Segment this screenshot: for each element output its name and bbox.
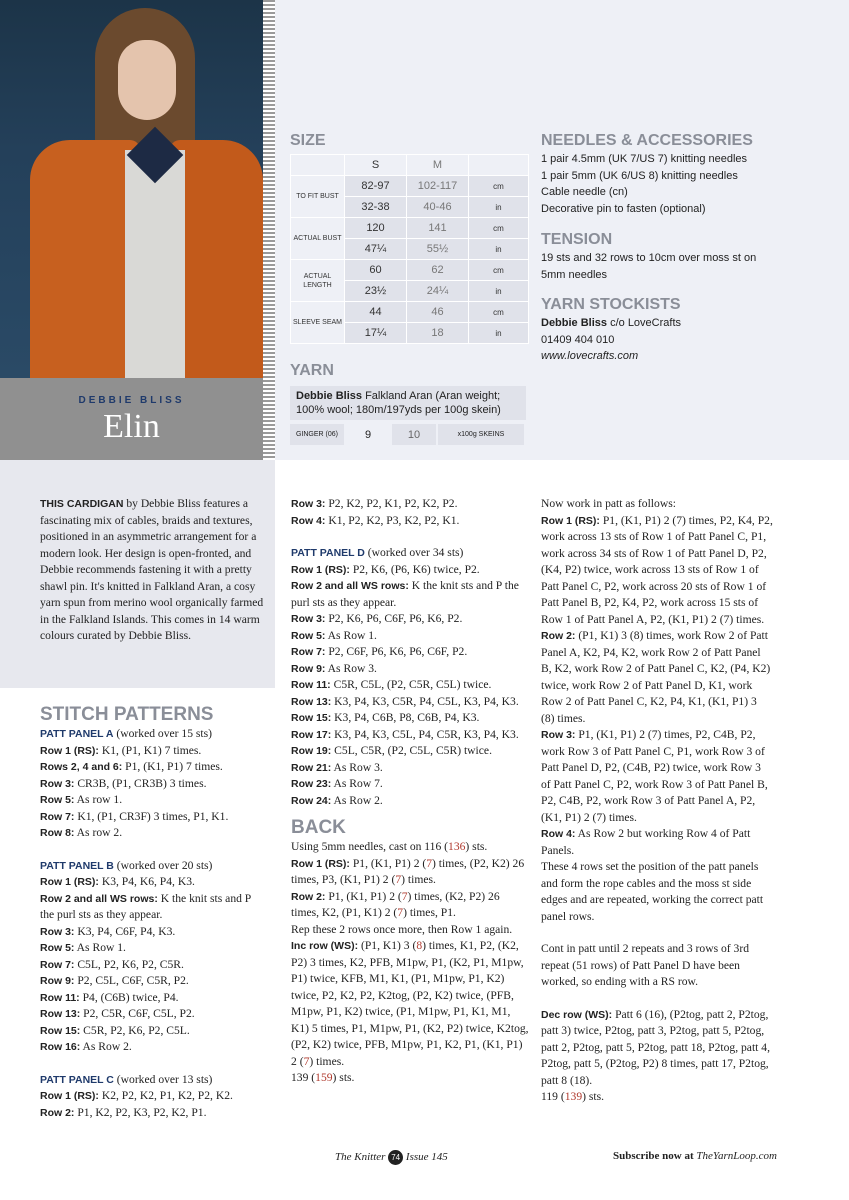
yarn-brand: Debbie Bliss [296, 390, 363, 402]
needles-heading: NEEDLES & ACCESSORIES [541, 132, 753, 149]
yarn-box [290, 386, 526, 445]
design-name: Elin [103, 408, 160, 445]
yarn-desc: Falkland Aran (Aran weight; 100% wool; 180m/197yds per 100g skein) [296, 390, 501, 416]
stockists-text: Debbie Bliss c/o LoveCrafts 01409 404 010 www.lovecrafts.com [541, 315, 771, 365]
size-row-label: ACTUAL LENGTH [291, 260, 345, 302]
footer-subscribe: Subscribe now at TheYarnLoop.com [612, 1150, 777, 1162]
size-row-label: SLEEVE SEAM [291, 302, 345, 344]
size-col-s: S [345, 155, 407, 176]
stitch-heading: STITCH PATTERNS [40, 704, 214, 725]
size-row-label: ACTUAL BUST [291, 218, 345, 260]
subscribe-link[interactable]: TheYarnLoop.com [696, 1150, 777, 1162]
stockist-phone: 01409 404 010 [541, 333, 615, 346]
size-heading: SIZE [290, 132, 326, 149]
tension-text: 19 sts and 32 rows to 10cm over moss st on 5mm needles [541, 252, 757, 281]
size-table: S M TO FIT BUST 82-97 102-117 cm 32-38 40-46 in ACTUAL BUST 120 141 cm 47¼ 55½ in ACTUAL LENGTH 60 62 cm 23½ 24¼ in SLEEVE SEAM 44 46 cm 17¼ 18 in [290, 154, 529, 344]
footer-magazine: The Knitter 74 Issue 145 [335, 1151, 448, 1163]
instructions-column: Now work in patt as follows: Row 1 (RS): P1, (K1, P1) 2 (7) times, P2, K4, P2, work across 13 sts of Row 1 of Patt Panel C, P1, work across 34 sts of Row 1 of Patt Panel D, P2, (K4, P2) twice, work across 13 sts of Row 1 of Patt Panel C, P2, work across 20 sts of Row 1 of Patt Panel B, P2, K4, P2, work across 15 sts of Row 1 of Patt Panel A, P2, (K1, P1) 2 (7) times. Row 2: (P1, K1) 3 (8) times, work Row 2 of Patt Panel A, K2, P4, K2, work Row 2 of Patt Panel B, K2, work Row 2 of Patt Panel C, K2, (P4, K2) twice, work Row 2 of Patt Panel D, K1, work Row 2 of Patt Panel C, K2, P4, K1, (K1, P1) 3 (8) times. Row 3: P1, (K1, P1) 2 (7) times, P2, C4B, P2, work Row 3 of Patt Panel C, P1, work Row 3 of Patt Panel D, P2, (C4B, P2) twice, work Row 3 of Patt Panel C, P2, work Row 3 of Patt Panel B, P2, C4B, P2, work Row 3 of Patt Panel A, P2, (K1, P1) 2 (7) times. Row 4: As Row 2 but working Row 4 of Patt Panels. These 4 rows set the position of the patt panels and form the rope cables and the moss st side edges and are repeated, working the correct patt panel rows. Cont in patt until 2 repeats and 3 rows of 3rd repeat (51 rows) of Patt Panel D have been worked, so ending with a RS row. Dec row (WS): Patt 6 (16), (P2tog, patt 2, P2tog, patt 3) twice, P2tog, patt 3, P2tog, patt 5, P2tog, patt 2, P2tog, patt 5, P2tog, patt 18, P2tog, patt 4, P2tog, patt 5, (P2tog, P2) 8 times, patt 17, P2tog, patt 8 (18). 119 (139) sts. [541, 497, 773, 1103]
yarn-unit: x100g SKEINS [438, 424, 524, 445]
tension-heading: TENSION [541, 231, 613, 248]
yarn-qty-m: 10 [392, 424, 436, 445]
size-row-label: TO FIT BUST [291, 176, 345, 218]
yarn-colour: GINGER (06) [290, 424, 344, 445]
brand-name: DEBBIE BLISS [78, 395, 185, 406]
size-col-m: M [407, 155, 469, 176]
spiral-binding [263, 0, 275, 460]
intro-text: THIS CARDIGAN by Debbie Bliss features a fascinating mix of cables, braids and textures, positioned in an asymmetric arrangement for a modern look. Her design is open-fronted, and Debbie recommends fastening it with a pretty shawl pin. It's knitted in Falkland Aran, a cosy yarn spun from merino wool organically farmed in the Falkland Islands. This comes in 14 warm colours curated by Debbie Bliss. [40, 497, 264, 642]
stockists-heading: YARN STOCKISTS [541, 296, 681, 313]
stitch-column: STITCH PATTERNS PATT PANEL A (worked over 15 sts) Row 1 (RS): K1, (P1, K1) 7 times. Rows 2, 4 and 6: P1, (K1, P1) 7 times. Row 3: CR3B, (P1, CR3B) 3 times. Row 5: As row 1. Row 7: K1, (P1, CR3F) 3 times, P1, K1. Row 8: As row 2. PATT PANEL B (worked over 20 sts) Row 1 (RS): K3, P4, K6, P4, K3. Row 2 and all WS rows: K the knit sts and P the purl sts as they appear. Row 3: K3, P4, C6F, P4, K3. Row 5: As Row 1. Row 7: C5L, P2, K6, P2, C5R. Row 9: P2, C5L, C6F, C5R, P2. Row 11: P4, (C6B) twice, P4. Row 13: P2, C5R, C6F, C5L, P2. Row 15: C5R, P2, K6, P2, C5L. Row 16: As Row 2. PATT PANEL C (worked over 13 sts) Row 1 (RS): K2, P2, K2, P1, K2, P2, K2. Row 2: P1, K2, P2, K3, P2, K2, P1. [40, 704, 265, 1121]
stockist-web[interactable]: www.lovecrafts.com [541, 350, 639, 362]
yarn-qty-s: 9 [364, 428, 372, 441]
yarn-heading: YARN [290, 362, 334, 379]
panel-column: Row 3: P2, K2, P2, K1, P2, K2, P2. Row 4: K1, P2, K2, P3, K2, P2, K1. PATT PANEL D (worked over 34 sts) Row 1 (RS): P2, K6, (P6, K6) twice, P2. Row 2 and all WS rows: K the knit sts and P the purl sts as they appear. Row 3: P2, K6, P6, C6F, P6, K6, P2. Row 5: As Row 1. Row 7: P2, C6F, P6, K6, P6, C6F, P2. Row 9: As Row 3. Row 11: C5R, C5L, (P2, C5R, C5L) twice. Row 13: K3, P4, K3, C5R, P4, C5L, K3, P4, K3. Row 15: K3, P4, C6B, P8, C6B, P4, K3. Row 17: K3, P4, K3, C5L, P4, C5R, K3, P4, K3. Row 19: C5L, C5R, (P2, C5L, C5R) twice. Row 21: As Row 3. Row 23: As Row 7. Row 24: As Row 2. BACK Using 5mm needles, cast on 116 (136) sts. Row 1 (RS): P1, (K1, P1) 2 (7) times, (P2, K2) 26 times, P3, (K1, P1) 2 (7) times. Row 2: P1, (K1, P1) 2 (7) times, (K2, P2) 26 times, K2, (P1, K1) 2 (7) times, P1. Rep these 2 rows once more, then Row 1 again. Inc row (WS): (P1, K1) 3 (8) times, K1, P2, (K2, P2) 3 times, K2, PFB, M1pw, P1, (K2, P1, M1pw, P1) twice, KFB, M1, K1, (P1, M1pw, P1, K2) twice, P2, K2, P2, K2tog, (P2, K2) twice, (PFB, M1pw, P1, K2) twice, (P1, M1pw, P1, K1, M1, K1) 5 times, P1, M1pw, P1, (K2, P2) twice, K2tog, (P2, K2) twice, PFB, M1pw, P1, K2, P1, (K1, P1) 2 (7) times. 139 (159) sts. [291, 497, 529, 1084]
back-heading: BACK [291, 817, 346, 838]
title-band [0, 378, 263, 460]
model-photo [0, 0, 263, 378]
needles-list: 1 pair 4.5mm (UK 7/US 7) knitting needles 1 pair 5mm (UK 6/US 8) knitting needles Cable needle (cn) Decorative pin to fasten (optional) [541, 153, 748, 215]
page-number: 74 [388, 1150, 403, 1165]
